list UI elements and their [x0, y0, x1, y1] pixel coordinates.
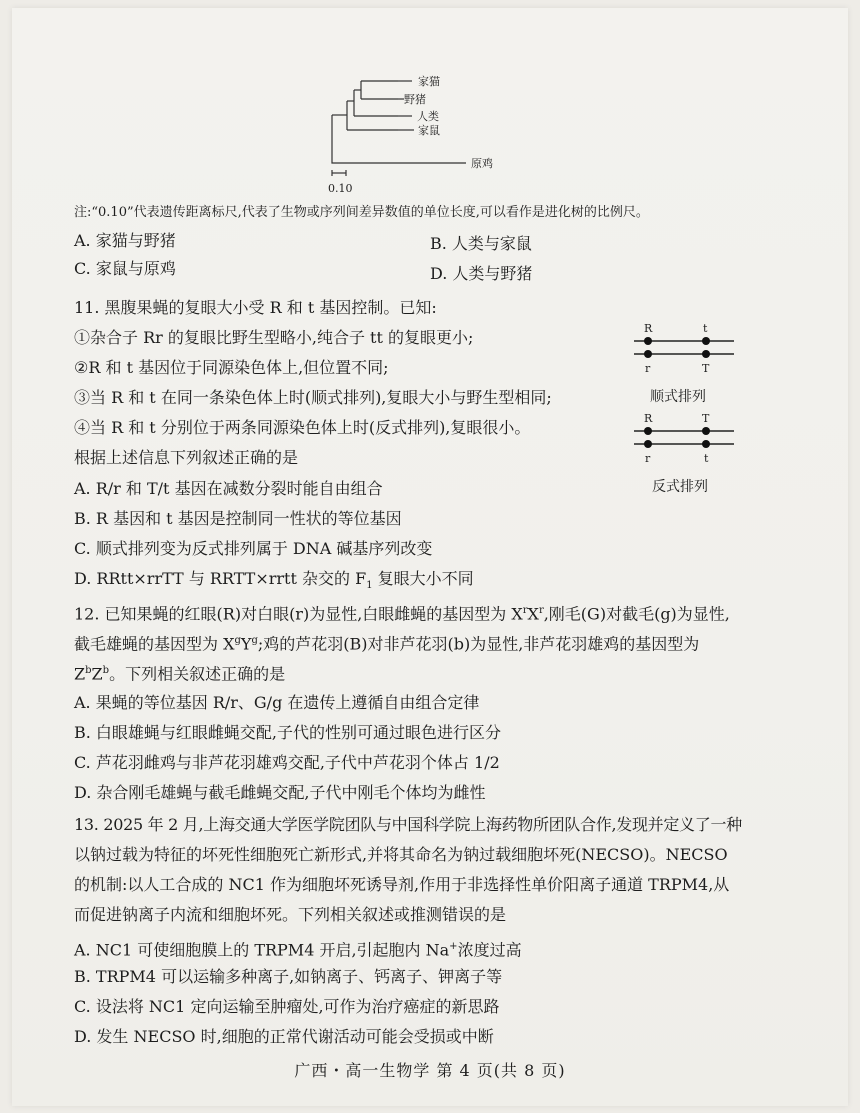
q10-option-b: B. 人类与家鼠 — [430, 234, 532, 253]
trans-allele-bottom-1: r — [645, 452, 651, 465]
q13-option-c: C. 设法将 NC1 定向运输至肿瘤处,可作为治疗癌症的新思路 — [74, 997, 500, 1016]
cis-arrangement-diagram — [630, 322, 740, 382]
q11-fact-3: ③当 R 和 t 在同一条染色体上时(顺式排列),复眼大小与野生型相同; — [74, 388, 552, 407]
page-footer: 广西・高一生物学 第 4 页(共 8 页) — [294, 1061, 566, 1080]
q11-option-b: B. R 基因和 t 基因是控制同一性状的等位基因 — [74, 509, 402, 528]
q11-fact-4: ④当 R 和 t 分别位于两条同源染色体上时(反式排列),复眼很小。 — [74, 418, 531, 437]
q10-option-d: D. 人类与野猪 — [430, 264, 533, 283]
trans-allele-bottom-2: t — [704, 452, 709, 465]
cis-allele-top-2: t — [703, 322, 708, 335]
q12-stem-line-2: 截毛雄蝇的基因型为 $X^gY^g$;鸡的芦花羽(B)对非芦花羽(b)为显性,非芦花羽雄鸡的基因型为 — [74, 634, 700, 654]
tree-note: 注:“0.10”代表遗传距离标尺,代表了生物或序列间差异数值的单位长度,可以看作是进化树的比例尺。 — [74, 205, 649, 220]
cis-allele-bottom-1: r — [645, 362, 651, 375]
q11-stem: 11. 黑腹果蝇的复眼大小受 R 和 t 基因控制。已知: — [74, 298, 437, 317]
q11-fact-1: ①杂合子 Rr 的复眼比野生型略小,纯合子 tt 的复眼更小; — [74, 328, 474, 347]
tree-taxon: 野猪 — [404, 93, 426, 106]
q11-fact-2: ②R 和 t 基因位于同源染色体上,但位置不同; — [74, 358, 389, 377]
tree-taxon: 家鼠 — [418, 124, 440, 137]
q12-stem-line-1: 12. 已知果蝇的红眼(R)对白眼(r)为显性,白眼雌蝇的基因型为 $X^rX^r$,刚毛(G)对截毛(g)为显性, — [74, 604, 730, 624]
cis-caption: 顺式排列 — [650, 389, 706, 405]
q13-stem-line-4: 而促进钠离子内流和细胞坏死。下列相关叙述或推测错误的是 — [74, 905, 507, 924]
q12-option-c: C. 芦花羽雌鸡与非芦花羽雄鸡交配,子代中芦花羽个体占 1/2 — [74, 753, 500, 772]
tree-taxon: 人类 — [417, 110, 439, 123]
trans-arrangement-diagram — [630, 412, 740, 472]
q12-option-d: D. 杂合刚毛雄蝇与截毛雌蝇交配,子代中刚毛个体均为雌性 — [74, 783, 486, 802]
trans-allele-top-2: T — [702, 412, 710, 425]
phylogenetic-tree — [320, 70, 520, 200]
trans-caption: 反式排列 — [652, 479, 708, 495]
q12-stem-line-3: $Z^bZ^b$。下列相关叙述正确的是 — [74, 664, 286, 684]
q13-stem-line-1: 13. 2025 年 2 月,上海交通大学医学院团队与中国科学院上海药物所团队合作,发现并定义了一种 — [74, 815, 742, 834]
trans-allele-top-1: R — [644, 412, 653, 425]
q13-stem-line-2: 以钠过载为特征的坏死性细胞死亡新形式,并将其命名为钠过载细胞坏死(NECSO)。NECSO — [74, 845, 728, 864]
q11-option-d: D. RRtt×rrTT 与 RRTT×rrtt 杂交的 $F_1$ 复眼大小不同 — [74, 569, 474, 592]
q13-option-d: D. 发生 NECSO 时,细胞的正常代谢活动可能会受损或中断 — [74, 1027, 494, 1046]
cis-allele-bottom-2: T — [702, 362, 710, 375]
q11-option-c: C. 顺式排列变为反式排列属于 DNA 碱基序列改变 — [74, 539, 433, 558]
cis-allele-top-1: R — [644, 322, 653, 335]
q10-option-c: C. 家鼠与原鸡 — [74, 259, 176, 278]
q11-question: 根据上述信息下列叙述正确的是 — [74, 448, 299, 467]
tree-scale-label: 0.10 — [328, 182, 353, 195]
q12-option-a: A. 果蝇的等位基因 R/r、G/g 在遗传上遵循自由组合定律 — [74, 693, 480, 712]
q13-option-a: A. NC1 可使细胞膜上的 TRPM4 开启,引起胞内 Na+浓度过高 — [74, 940, 522, 960]
q13-stem-line-3: 的机制:以人工合成的 NC1 作为细胞坏死诱导剂,作用于非选择性单价阳离子通道 TRPM4,从 — [74, 875, 730, 894]
q12-option-b: B. 白眼雄蝇与红眼雌蝇交配,子代的性别可通过眼色进行区分 — [74, 723, 502, 742]
q10-option-a: A. 家猫与野猪 — [74, 231, 176, 250]
tree-taxon: 家猫 — [418, 75, 440, 88]
q13-option-b: B. TRPM4 可以运输多种离子,如钠离子、钙离子、钾离子等 — [74, 967, 503, 986]
tree-taxon: 原鸡 — [471, 157, 493, 170]
q11-option-a: A. R/r 和 T/t 基因在减数分裂时能自由组合 — [74, 479, 383, 498]
